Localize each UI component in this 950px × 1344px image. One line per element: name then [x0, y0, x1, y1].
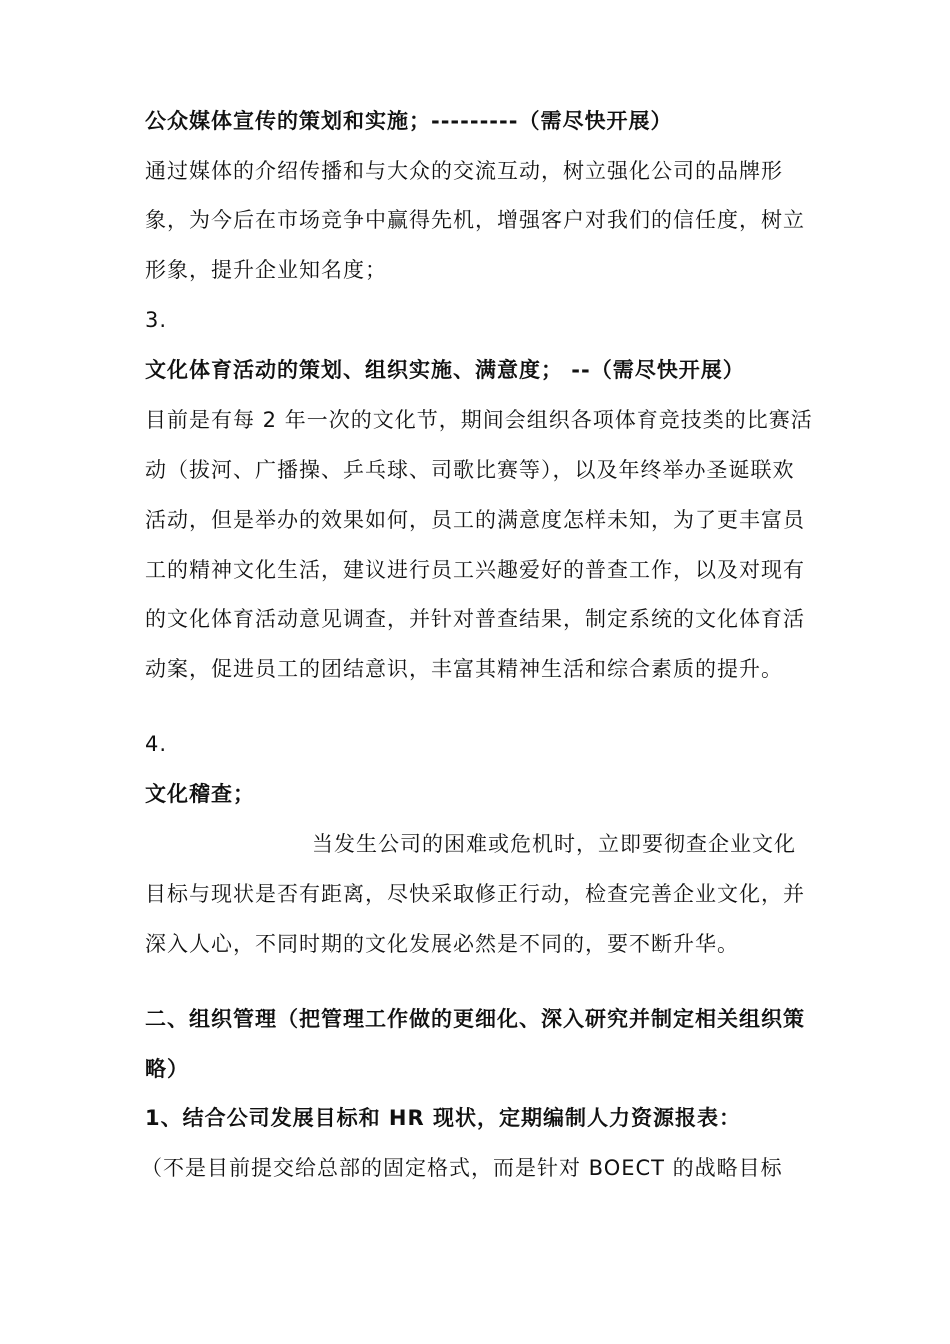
- paragraph-line: 动案，促进员工的团结意识，丰富其精神生活和综合素质的提升。: [145, 657, 783, 681]
- paragraph-line: 目前是有每 2 年一次的文化节，期间会组织各项体育竞技类的比赛活: [145, 408, 813, 432]
- heading-culture-sports: 文化体育活动的策划、组织实施、满意度； --（需尽快开展）: [145, 358, 745, 382]
- heading-culture-audit: 文化稽查；: [145, 782, 255, 806]
- paragraph-line: 形象，提升企业知名度；: [145, 258, 387, 282]
- heading-hr-report: 1、结合公司发展目标和 HR 现状，定期编制人力资源报表：: [145, 1106, 741, 1130]
- paragraph-line: 工的精神文化生活，建议进行员工兴趣爱好的普查工作，以及对现有: [145, 558, 805, 582]
- paragraph-line: 当发生公司的困难或危机时，立即要彻查企业文化: [312, 832, 796, 856]
- paragraph-line: 动（拔河、广播操、乒乓球、司歌比赛等），以及年终举办圣诞联欢: [145, 458, 795, 482]
- paragraph-line: 目标与现状是否有距离，尽快采取修正行动，检查完善企业文化，并: [145, 882, 805, 906]
- section-number: 4.: [145, 732, 168, 756]
- paragraph-line: 活动，但是举办的效果如何，员工的满意度怎样未知，为了更丰富员: [145, 508, 805, 532]
- heading-public-media: 公众媒体宣传的策划和实施；---------（需尽快开展）: [145, 109, 673, 133]
- paragraph-line: 通过媒体的介绍传播和与大众的交流互动，树立强化公司的品牌形: [145, 159, 783, 183]
- paragraph-line: 深入人心，不同时期的文化发展必然是不同的，要不断升华。: [145, 932, 739, 956]
- paragraph-line: 的文化体育活动意见调查，并针对普查结果，制定系统的文化体育活: [145, 607, 805, 631]
- paragraph-line: 象，为今后在市场竞争中赢得先机，增强客户对我们的信任度，树立: [145, 208, 805, 232]
- heading-organization-management: 二、组织管理（把管理工作做的更细化、深入研究并制定相关组织策: [145, 1007, 805, 1031]
- heading-continuation: 略）: [145, 1057, 189, 1081]
- section-number: 3.: [145, 308, 168, 332]
- paragraph-line: （不是目前提交给总部的固定格式，而是针对 BOECT 的战略目标: [141, 1156, 783, 1180]
